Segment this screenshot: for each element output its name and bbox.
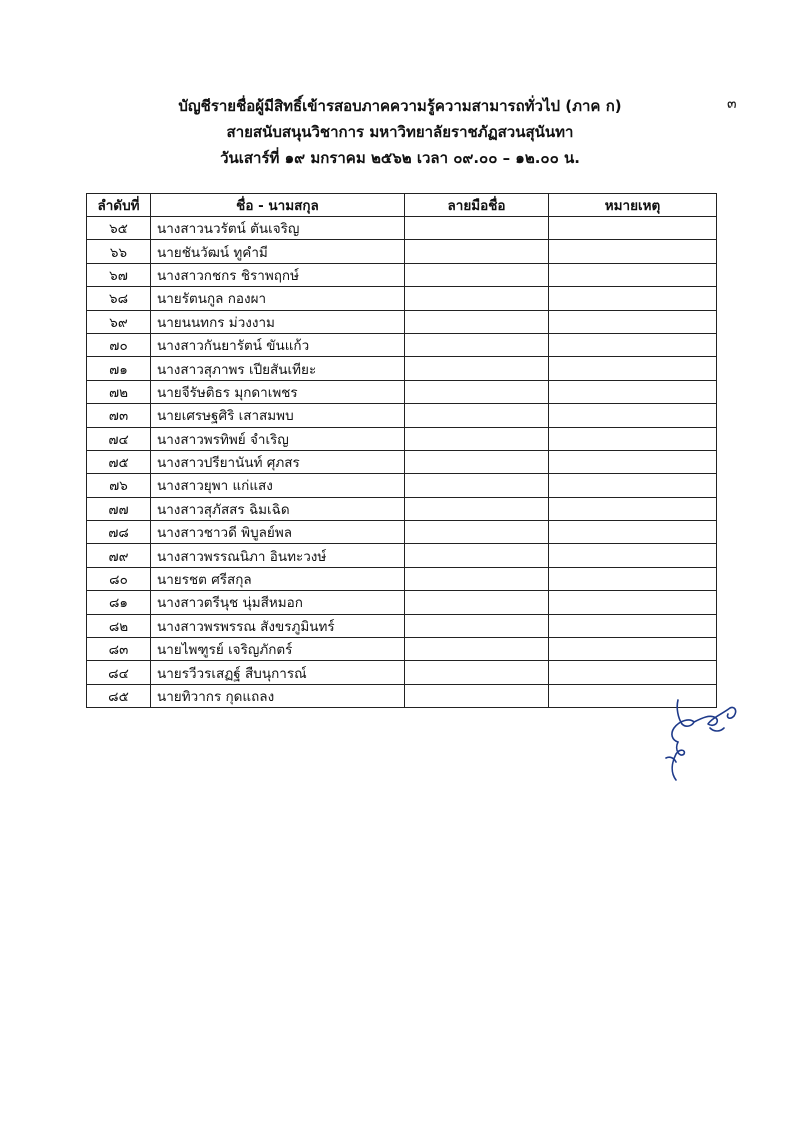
row-remark-cell [549, 521, 717, 544]
row-remark-cell [549, 287, 717, 310]
table-row [87, 287, 717, 310]
row-signature-cell [405, 310, 549, 333]
row-full-name: นางสาวพรรณนิภา อินทะวงษ์ [151, 544, 405, 567]
table-row [87, 661, 717, 684]
signature-mark [650, 688, 760, 788]
row-signature-cell [405, 240, 549, 263]
row-signature-cell [405, 217, 549, 240]
row-remark-cell [549, 450, 717, 473]
row-number: ๖๕ [87, 217, 151, 240]
table-row [87, 217, 717, 240]
table-row [87, 357, 717, 380]
row-remark-cell [549, 380, 717, 403]
row-remark-cell [549, 427, 717, 450]
row-signature-cell [405, 497, 549, 520]
row-full-name: นางสาวกันยารัตน์ ขันแก้ว [151, 333, 405, 356]
row-full-name: นายจีรัษติธร มุกดาเพชร [151, 380, 405, 403]
table-row [87, 497, 717, 520]
row-signature-cell [405, 357, 549, 380]
row-number: ๗๔ [87, 427, 151, 450]
row-signature-cell [405, 450, 549, 473]
row-full-name: นางสาวสุภาพร เปียสันเทียะ [151, 357, 405, 380]
row-full-name: นายไพฑูรย์ เจริญภักตร์ [151, 638, 405, 661]
table-row [87, 263, 717, 286]
row-remark-cell [549, 263, 717, 286]
row-signature-cell [405, 287, 549, 310]
row-full-name: นายชันวัฒน์ ทูคำมี [151, 240, 405, 263]
row-number: ๖๘ [87, 287, 151, 310]
row-full-name: นางสาวพรทิพย์ จำเริญ [151, 427, 405, 450]
table-row [87, 638, 717, 661]
candidate-table [86, 193, 717, 708]
row-number: ๗๕ [87, 450, 151, 473]
row-full-name: นายทิวากร กุดแถลง [151, 684, 405, 707]
header-date-time: วันเสาร์ที่ ๑๙ มกราคม ๒๕๖๒ เวลา ๐๙.๐๐ – ๑๒.๐๐ น. [220, 149, 580, 167]
row-signature-cell [405, 427, 549, 450]
table-row [87, 310, 717, 333]
table-row [87, 567, 717, 590]
row-full-name: นางสาวพรพรรณ สังขรภูมินทร์ [151, 614, 405, 637]
row-signature-cell [405, 474, 549, 497]
column-header-remark: หมายเหตุ [549, 194, 717, 217]
row-number: ๗๐ [87, 333, 151, 356]
row-number: ๗๑ [87, 357, 151, 380]
row-full-name: นางสาวชาวดี พิบูลย์พล [151, 521, 405, 544]
row-remark-cell [549, 404, 717, 427]
row-number: ๗๘ [87, 521, 151, 544]
row-full-name: นางสาวตรีนุช นุ่มสีหมอก [151, 591, 405, 614]
row-signature-cell [405, 404, 549, 427]
row-signature-cell [405, 638, 549, 661]
column-header-number: ลำดับที่ [87, 194, 151, 217]
row-number: ๘๑ [87, 591, 151, 614]
table-row [87, 544, 717, 567]
row-signature-cell [405, 263, 549, 286]
column-header-name: ชื่อ - นามสกุล [151, 194, 405, 217]
row-full-name: นางสาวกชกร ชิราพฤกษ์ [151, 263, 405, 286]
row-remark-cell [549, 614, 717, 637]
row-signature-cell [405, 521, 549, 544]
row-number: ๖๗ [87, 263, 151, 286]
row-number: ๘๐ [87, 567, 151, 590]
row-signature-cell [405, 333, 549, 356]
row-number: ๗๓ [87, 404, 151, 427]
row-full-name: นายรวีวรเสฏฐ์ สืบนุการณ์ [151, 661, 405, 684]
row-full-name: นางสาวปรียานันท์ ศุภสร [151, 450, 405, 473]
row-number: ๗๖ [87, 474, 151, 497]
row-remark-cell [549, 474, 717, 497]
row-number: ๗๙ [87, 544, 151, 567]
row-remark-cell [549, 661, 717, 684]
row-number: ๗๗ [87, 497, 151, 520]
table-row [87, 240, 717, 263]
row-remark-cell [549, 567, 717, 590]
page-number: ๓ [727, 96, 737, 112]
table-row [87, 404, 717, 427]
row-signature-cell [405, 684, 549, 707]
row-remark-cell [549, 591, 717, 614]
row-number: ๘๒ [87, 614, 151, 637]
row-signature-cell [405, 544, 549, 567]
row-full-name: นางสาวยุพา แก่แสง [151, 474, 405, 497]
row-number: ๘๕ [87, 684, 151, 707]
table-row [87, 474, 717, 497]
row-signature-cell [405, 661, 549, 684]
row-remark-cell [549, 544, 717, 567]
document-header [0, 93, 800, 171]
row-remark-cell [549, 638, 717, 661]
table-body [87, 217, 717, 708]
row-number: ๖๙ [87, 310, 151, 333]
table-row [87, 380, 717, 403]
row-full-name: นางสาวนวรัตน์ ตันเจริญ [151, 217, 405, 240]
table-row [87, 333, 717, 356]
row-number: ๗๒ [87, 380, 151, 403]
table-header-row [87, 194, 717, 217]
row-remark-cell [549, 310, 717, 333]
row-number: ๖๖ [87, 240, 151, 263]
column-header-signature: ลายมือชื่อ [405, 194, 549, 217]
table-row [87, 450, 717, 473]
table-row [87, 684, 717, 707]
row-number: ๘๓ [87, 638, 151, 661]
header-department: สายสนับสนุนวิชาการ มหาวิทยาลัยราชภัฏสวนสุนันทา [226, 123, 574, 141]
header-title: บัญชีรายชื่อผู้มีสิทธิ์เข้ารสอบภาคความรู้ความสามารถทั่วไป (ภาค ก) [178, 97, 622, 115]
table-row [87, 521, 717, 544]
row-remark-cell [549, 333, 717, 356]
row-remark-cell [549, 240, 717, 263]
row-full-name: นายเศรษฐศิริ เสาสมพบ [151, 404, 405, 427]
row-signature-cell [405, 380, 549, 403]
row-full-name: นายรชต ศรีสกุล [151, 567, 405, 590]
table-row [87, 591, 717, 614]
row-full-name: นางสาวสุภัสสร ฉิมเฉิด [151, 497, 405, 520]
row-signature-cell [405, 567, 549, 590]
row-remark-cell [549, 497, 717, 520]
row-remark-cell [549, 357, 717, 380]
row-signature-cell [405, 591, 549, 614]
table-row [87, 614, 717, 637]
row-full-name: นายนนทกร ม่วงงาม [151, 310, 405, 333]
row-remark-cell [549, 217, 717, 240]
row-number: ๘๔ [87, 661, 151, 684]
row-signature-cell [405, 614, 549, 637]
row-full-name: นายรัตนกูล กองผา [151, 287, 405, 310]
table-row [87, 427, 717, 450]
